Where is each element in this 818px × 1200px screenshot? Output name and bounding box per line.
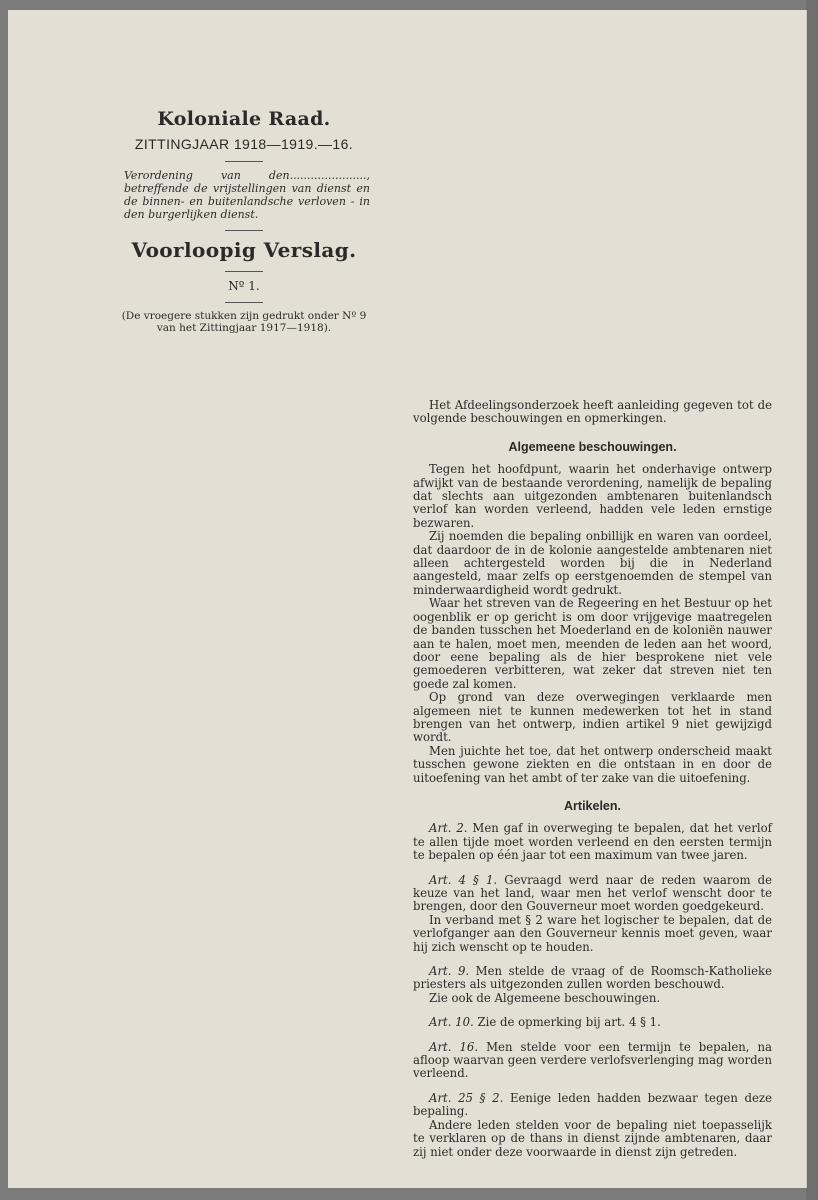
general-paragraph: Men juichte het toe, dat het ontwerp onderscheid maakt tusschen gewone ziekten en die ontstaan in en door de uitoefening van het ambt of ter zake van die uitoefening.	[413, 743, 772, 785]
scan-border-right	[806, 0, 818, 1200]
article-text: Gevraagd werd naar de reden waarom de keuze van het land, waar men het verlof wenscht door te brengen, door den Gouverneur moet worden goedgekeurd.	[413, 872, 773, 914]
intro-paragraph: Het Afdeelingsonderzoek heeft aanleiding gegeven tot de volgende beschouwingen en opmerkingen.	[413, 398, 772, 426]
article-ref: Art. 16.	[429, 1039, 479, 1054]
article-paragraph	[413, 1016, 772, 1029]
article-text: Zie de opmerking bij art. 4 § 1.	[477, 1015, 661, 1030]
article-continuation: Zie ook de Algemeene beschouwingen.	[429, 990, 661, 1005]
article-paragraph	[413, 822, 772, 862]
article-ref: Art. 2.	[429, 821, 468, 836]
general-heading: Algemeene beschouwingen.	[508, 439, 677, 454]
divider	[225, 161, 263, 162]
divider	[225, 271, 263, 272]
article-paragraph	[413, 1092, 772, 1119]
article-text: Eenige leden hadden bezwaar tegen deze bepaling.	[413, 1090, 773, 1119]
document-number: Nº 1.	[228, 279, 260, 293]
scan-border-top	[0, 0, 818, 10]
article-continuation: In verband met § 2 ware het logischer te bepalen, dat de verlofganger aan den Gouverneur kennis moet geven, waar hij zich wenscht op te houden.	[413, 912, 772, 954]
general-paragraph: Tegen het hoofdpunt, waarin het onderhavige ontwerp afwijkt van de bestaande verordening, namelijk de bepaling dat slechts aan uitgezonden ambtenaren buitenlandsch verlof kan worden verleend, hadden vele leden ernstige bezwaren.	[413, 462, 772, 530]
report-title: Voorloopig Verslag.	[131, 238, 357, 262]
header-block	[118, 108, 370, 334]
article-paragraph	[413, 965, 772, 992]
article-ref: Art. 10.	[429, 1015, 474, 1030]
article-ref: Art. 25 § 2.	[429, 1090, 504, 1105]
report-body	[413, 399, 772, 1159]
divider	[225, 230, 263, 231]
session-year: ZITTINGJAAR 1918—1919.—16.	[134, 136, 354, 152]
article-paragraph	[413, 1041, 772, 1081]
document-page	[8, 10, 807, 1188]
article-text: Men stelde de vraag of de Roomsch-Katholieke priesters als uitgezonden zullen worden beschouwd.	[413, 964, 772, 992]
article-continuation: Andere leden stelden voor de bepaling niet toepasselijk te verklaren op de thans in dienst zijnde ambtenaren, daar zij niet onder deze voorwaarde in dienst zijn getreden.	[413, 1117, 772, 1159]
article-ref: Art. 9.	[429, 964, 470, 979]
article-text: Men stelde voor een termijn te bepalen, na afloop waarvan geen verdere verlofsverlenging mag worden verleend.	[413, 1039, 773, 1081]
council-title: Koloniale Raad.	[157, 108, 331, 130]
previous-documents-note: (De vroegere stukken zijn gedrukt onder Nº 9 van het Zittingjaar 1917—1918).	[121, 310, 367, 334]
divider	[225, 302, 263, 303]
general-paragraph: Op grond van deze overwegingen verklaarde men algemeen niet te kunnen medewerken tot het in stand brengen van het ontwerp, indien artikel 9 niet gewijzigd wordt.	[413, 690, 772, 745]
articles-heading: Artikelen.	[564, 798, 621, 813]
article-ref: Art. 4 § 1.	[429, 872, 498, 887]
general-paragraph: Waar het streven van de Regeering en het Bestuur op het oogenblik er op gericht is om door vrijgevige maatregelen de banden tusschen het Moederland en de koloniën nauwer aan te halen, moet men, meenden de leden aan het woord, door eene bepaling als de hier besprokene niet vele gemoederen verbitteren, wat zeker dat streven niet ten goede zal komen.	[413, 596, 772, 691]
article-paragraph	[413, 874, 772, 914]
ordinance-description: Verordening van den......................, betreffende de vrijstellingen van dienst en de binnen- en buitenlandsche verloven - in den burgerlijken dienst.	[124, 169, 370, 221]
article-text: Men gaf in overweging te bepalen, dat het verlof te allen tijde moet worden verleend en den eersten termijn te bepalen op één jaar tot een maximum van twee jaren.	[413, 821, 773, 863]
general-paragraph: Zij noemden die bepaling onbillijk en waren van oordeel, dat daardoor de in de kolonie aangestelde ambtenaren niet alleen achtergesteld worden bij die in Nederland aangesteld, maar zelfs op eerstgenoemden de stempel van minderwaardigheid wordt gedrukt.	[413, 529, 772, 597]
